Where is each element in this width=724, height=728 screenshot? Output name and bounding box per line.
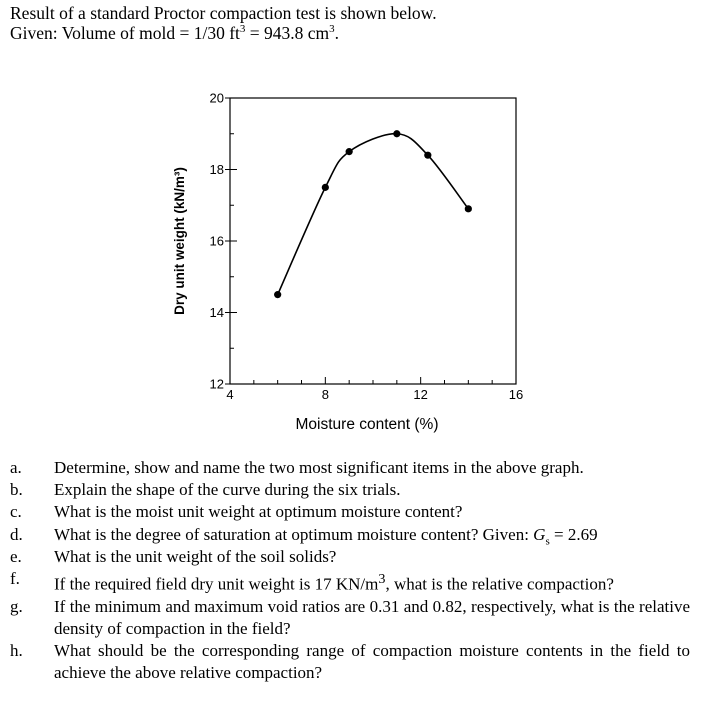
unit-exponent: 3 bbox=[378, 571, 386, 588]
y-tick-label: 20 bbox=[209, 90, 224, 106]
question-label: a. bbox=[10, 458, 22, 477]
y-tick-label: 16 bbox=[209, 233, 224, 249]
header-line-2-suffix: . bbox=[334, 23, 340, 43]
x-tick-label: 8 bbox=[321, 387, 329, 402]
question-label: e. bbox=[10, 546, 22, 566]
specific-gravity-symbol: G bbox=[533, 524, 546, 544]
x-axis-label: Moisture content (%) bbox=[295, 416, 439, 433]
data-point bbox=[322, 184, 329, 191]
question-text-prefix: What is the degree of saturation at optimum moisture content? Given: bbox=[54, 524, 534, 544]
question-text: What is the unit weight of the soil solids? bbox=[54, 546, 337, 566]
data-point bbox=[393, 130, 400, 137]
question-text: Determine, show and name the two most significant items in the above graph. bbox=[54, 458, 584, 477]
question-f bbox=[10, 568, 690, 596]
specific-gravity-subscript: s bbox=[545, 535, 550, 547]
question-d bbox=[10, 524, 690, 546]
header-line-1: Result of a standard Proctor compaction test is shown below. bbox=[10, 3, 437, 23]
question-h bbox=[10, 640, 690, 684]
header-line-2-prefix: Given: Volume of mold = 1/30 ft bbox=[10, 23, 240, 43]
data-point bbox=[424, 152, 431, 159]
header-line-2 bbox=[10, 23, 437, 43]
question-label: g. bbox=[10, 596, 23, 616]
question-label: d. bbox=[10, 524, 23, 544]
problem-header bbox=[10, 3, 437, 43]
question-text-suffix: , what is the relative compaction? bbox=[385, 574, 614, 594]
question-label: c. bbox=[10, 502, 22, 522]
question-text: What should be the corresponding range of compaction moisture contents in the field to achieve the above relative compaction? bbox=[54, 641, 690, 683]
data-point bbox=[274, 291, 281, 298]
question-text-prefix: If the required field dry unit weight is 17 KN/m bbox=[54, 574, 379, 594]
question-g bbox=[10, 596, 690, 640]
compaction-curve-line bbox=[278, 134, 469, 295]
question-label: h. bbox=[10, 641, 23, 661]
y-tick-label: 18 bbox=[209, 162, 224, 177]
y-tick-label: 12 bbox=[209, 376, 224, 392]
question-text bbox=[54, 568, 690, 596]
question-list bbox=[10, 457, 690, 685]
question-label: f. bbox=[10, 569, 20, 589]
question-text bbox=[54, 524, 690, 546]
question-text-suffix: = 2.69 bbox=[549, 524, 598, 544]
y-axis-label: Dry unit weight (kN/m³) bbox=[172, 167, 187, 315]
x-tick-label: 4 bbox=[226, 387, 234, 402]
question-a bbox=[10, 457, 690, 479]
x-axis-ticks bbox=[226, 377, 523, 402]
question-text: If the minimum and maximum void ratios are 0.31 and 0.82, respectively, what is the relative density of compaction in the field? bbox=[54, 596, 690, 639]
y-axis-ticks bbox=[210, 91, 237, 392]
header-exponent-2: 3 bbox=[329, 23, 335, 36]
header-line-2-mid: = 943.8 cm bbox=[245, 23, 330, 43]
plot-frame bbox=[230, 98, 516, 384]
question-text: What is the moist unit weight at optimum moisture content? bbox=[54, 502, 463, 522]
y-tick-label: 14 bbox=[209, 305, 224, 320]
x-tick-label: 16 bbox=[508, 387, 524, 402]
question-b bbox=[10, 479, 690, 501]
question-c bbox=[10, 501, 690, 523]
data-point bbox=[346, 148, 353, 155]
proctor-compaction-chart bbox=[160, 84, 540, 438]
header-exponent-1: 3 bbox=[239, 23, 246, 36]
data-point bbox=[465, 205, 472, 212]
data-points bbox=[274, 130, 472, 298]
x-tick-label: 12 bbox=[413, 387, 428, 402]
question-label: b. bbox=[10, 480, 23, 500]
question-e bbox=[10, 546, 690, 568]
question-text: Explain the shape of the curve during the six trials. bbox=[54, 480, 401, 500]
